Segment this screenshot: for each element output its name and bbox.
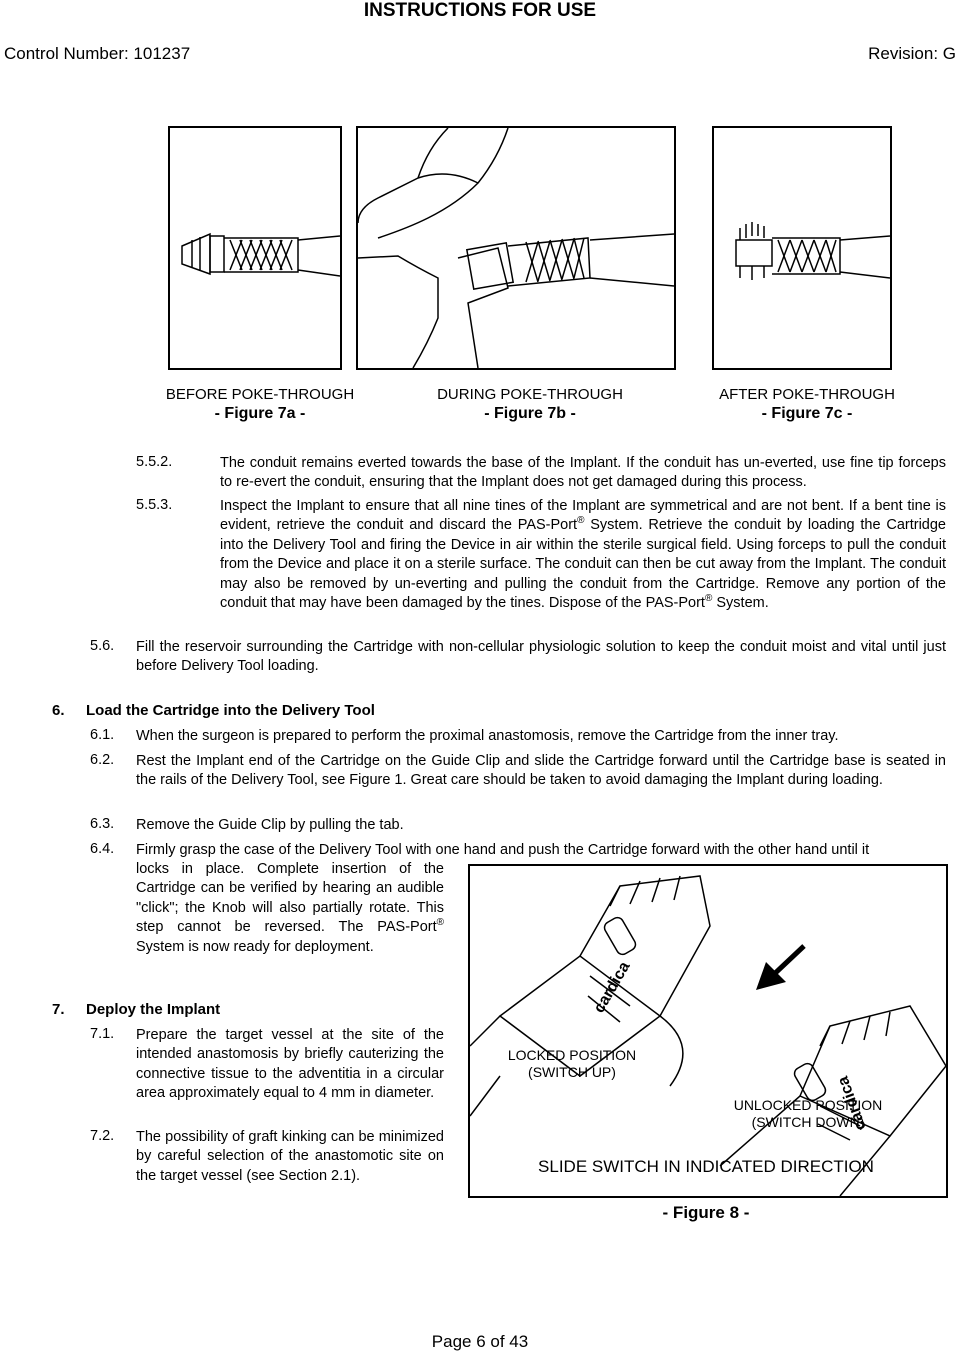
device-brand-left: cardica — [590, 958, 634, 1016]
step-text: Fill the reservoir surrounding the Cartridge with non-cellular physiologic solution to keep the conduit moist and vital until just before Delivery Tool loading. — [136, 639, 946, 675]
step-text-part: locks in place. Complete insertion of the Cartridge can be verified by hearing an audible "click"; the Knob will also partially rotate. This step cannot be reversed. The PAS-Port — [136, 861, 444, 936]
step-number: 5.6. — [90, 638, 115, 654]
section-title: Deploy the Implant — [86, 1001, 221, 1018]
registered-mark: ® — [436, 917, 444, 929]
figure-7b-image — [356, 126, 676, 370]
step-text — [136, 860, 444, 957]
unlocked-position-sub: (SWITCH DOWN) — [751, 1114, 865, 1130]
figure-8-instruction: SLIDE SWITCH IN INDICATED DIRECTION — [538, 1157, 874, 1176]
control-number: Control Number: 101237 — [4, 44, 191, 63]
page-number: Page 6 of 43 — [431, 1332, 529, 1351]
step-text-part: System. Retrieve the conduit by loading the Cartridge into the Delivery Tool and firing the Device in air within the sterile surgical field. Using forceps to pull the conduit from the Device and place it on a sterile surface. The conduit can then be cut away from the Implant. The conduit may also be removed by un-everting and pulling the conduit from the Cartridge. Remove any portion of the conduit that may have been damaged by the tines. Dispose of the PAS-Port — [220, 517, 946, 612]
step-text-part: System. — [712, 595, 769, 612]
document-title — [0, 0, 960, 22]
step-number: 6.3. — [90, 816, 115, 832]
figure-7c-caption: AFTER POKE-THROUGH — [719, 386, 895, 403]
figure-7a-caption: BEFORE POKE-THROUGH — [165, 386, 355, 403]
device-brand-right: cardica — [834, 1073, 870, 1133]
figure-7b-label: - Figure 7b - — [484, 405, 576, 422]
step-text: The possibility of graft kinking can be minimized by careful selection of the anastomotic site on the target vessel (see Section 2.1). — [136, 1129, 444, 1184]
locked-position-label — [472, 1047, 672, 1081]
step-text: When the surgeon is prepared to perform the proximal anastomosis, remove the Cartridge from the inner tray. — [136, 728, 839, 744]
step-number: 6.1. — [90, 727, 115, 743]
step-text: Firmly grasp the case of the Delivery Tool with one hand and push the Cartridge forward with the other hand until it — [136, 842, 870, 858]
registered-mark: ® — [704, 593, 713, 605]
figure-8-drawing — [470, 866, 946, 1196]
step-number: 5.5.3. — [136, 497, 173, 513]
figure-7a-label: - Figure 7a - — [214, 405, 306, 422]
section-title: Load the Cartridge into the Delivery Tool — [86, 702, 375, 719]
revision: Revision: G — [868, 44, 956, 63]
step-text: The conduit remains everted towards the base of the Implant. If the conduit has un-everted, use fine tip forceps to re-evert the conduit, ensuring that the Implant does not get damaged during this process. — [220, 455, 946, 491]
figure-7a-drawing — [170, 128, 340, 368]
document-title-text: INSTRUCTIONS FOR USE — [363, 0, 597, 21]
registered-mark: ® — [577, 515, 585, 527]
step-number: 6.2. — [90, 752, 115, 768]
step-text: Rest the Implant end of the Cartridge on the Guide Clip and slide the Cartridge forward until the Cartridge base is seated in the rails of the Delivery Tool, see Figure 1. Great care should be taken to avoid damaging the Implant during loading. — [136, 753, 946, 789]
step-text: Remove the Guide Clip by pulling the tab. — [136, 817, 404, 833]
step-text-part: Inspect the Implant to ensure that all nine tines of the Implant are symmetrical and are not bent. If a bent tine is evident, retrieve the conduit and discard the PAS-Port — [220, 498, 946, 534]
figure-7c-image — [712, 126, 892, 370]
step-text: Prepare the target vessel at the site of the intended anastomosis by briefly cauterizing the connective tissue to the adventitia in a circular area approximately equal to 4 mm in diameter. — [136, 1027, 444, 1102]
figure-7c-label: - Figure 7c - — [761, 405, 853, 422]
figure-7a-image — [168, 126, 342, 370]
figure-8-label: - Figure 8 - — [662, 1203, 750, 1222]
figure-8-box — [468, 864, 948, 1198]
section-number: 7. — [52, 1001, 65, 1018]
section-number: 6. — [52, 702, 65, 719]
locked-position-text: LOCKED POSITION — [507, 1047, 637, 1063]
step-text-part: System is now ready for deployment. — [136, 938, 374, 955]
figure-7c-drawing — [714, 128, 890, 368]
step-number: 5.5.2. — [136, 454, 173, 470]
step-number: 7.2. — [90, 1128, 115, 1144]
step-text — [220, 497, 946, 613]
figure-7b-caption: DURING POKE-THROUGH — [437, 386, 623, 403]
unlocked-position-label — [708, 1097, 908, 1131]
step-number: 6.4. — [90, 841, 115, 857]
step-number: 7.1. — [90, 1026, 115, 1042]
unlocked-position-text: UNLOCKED POSITION — [733, 1097, 883, 1113]
figure-7b-drawing — [358, 128, 674, 368]
locked-position-sub: (SWITCH UP) — [528, 1064, 616, 1080]
